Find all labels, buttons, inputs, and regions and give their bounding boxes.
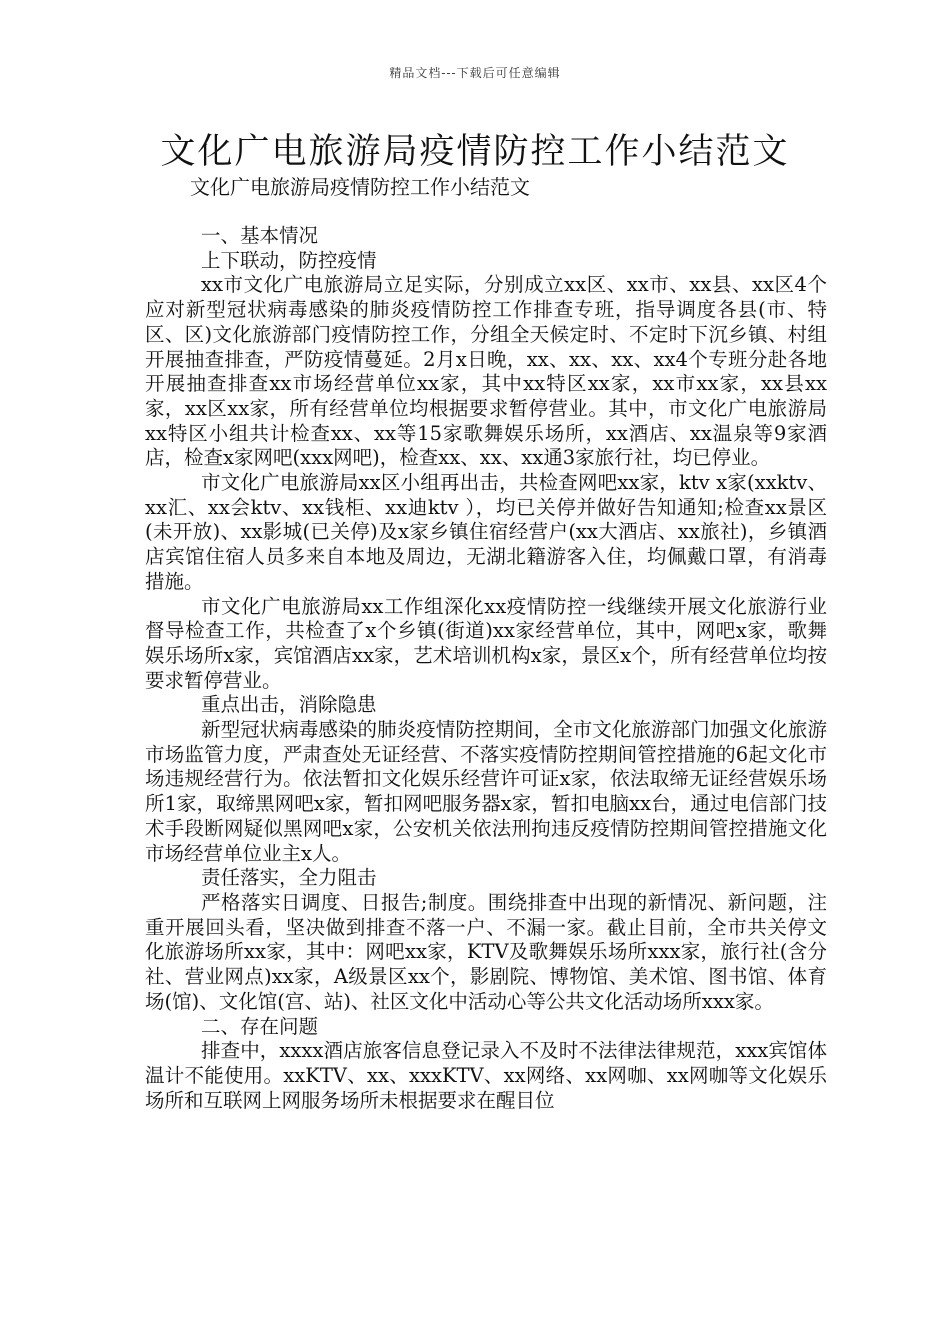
document-title: 文化广电旅游局疫情防控工作小结范文 — [160, 132, 790, 172]
section-heading-problems: 二、存在问题 — [201, 1014, 319, 1038]
document-subtitle: 文化广电旅游局疫情防控工作小结范文 — [190, 175, 530, 199]
paragraph: 新型冠状病毒感染的肺炎疫情防控期间，全市文化旅游部门加强文化旅游市场监管力度，严肃查处无证经营、不落实疫情防控期间管控措施的6起文化市场违规经营行为。依法暂扣文化娱乐经营许可证x家，依法取缔无证经营娱乐场所1家，取缔黑网吧x家，暂扣网吧服务器x家，暂扣电脑xx台，通过电信部门技术手段断网疑似黑网吧x家，公安机关依法刑拘违反疫情防控期间管控措施文化市场经营单位业主x人。 — [145, 718, 827, 865]
subsection-heading: 上下联动，防控疫情 — [201, 248, 377, 272]
paragraph: 市文化广电旅游局xx区小组再出击，共检查网吧xx家，ktv x家(xxktv、xx汇、xx会ktv、xx钱柜、xx迪ktv ），均已关停并做好告知通知;检查xx景区(未开放)、xx影城(已关停)及x家乡镇住宿经营户(xx大酒店、xx旅社)，乡镇酒店宾馆住宿人员多来自本地及周边，无湖北籍游客入住，均佩戴口罩，有消毒措施。 — [145, 471, 827, 593]
paragraph: 市文化广电旅游局xx工作组深化xx疫情防控一线继续开展文化旅游行业督导检查工作，共检查了x个乡镇(街道)xx家经营单位，其中，网吧x家，歌舞娱乐场所x家，宾馆酒店xx家，艺术培训机构x家，景区x个，所有经营单位均按要求暂停营业。 — [145, 594, 827, 692]
header-note: 精品文档---下载后可任意编辑 — [389, 66, 561, 80]
section-heading-basic: 一、基本情况 — [201, 224, 319, 247]
document-body — [145, 224, 827, 1113]
paragraph: 严格落实日调度、日报告;制度。围绕排查中出现的新情况、新问题，注重开展回头看，坚决做到排查不落一户、不漏一家。截止目前，全市共关停文化旅游场所xx家，其中：网吧xx家，KTV及歌舞娱乐场所xxx家，旅行社(含分社、营业网点)xx家，A级景区xx个，影剧院、博物馆、美术馆、图书馆、体育场(馆)、文化馆(宫、站)、社区文化中活动心等公共文化活动场所xxx家。 — [145, 890, 827, 1013]
subsection-heading: 责任落实，全力阻击 — [201, 866, 377, 890]
paragraph: xx市文化广电旅游局立足实际，分别成立xx区、xx市、xx县、xx区4个应对新型冠状病毒感染的肺炎疫情防控工作排查专班，指导调度各县(市、特区、区)文化旅游部门疫情防控工作，分组全天候定时、不定时下沉乡镇、村组开展抽查排查，严防疫情蔓延。2月x日晚，xx、xx、xx、xx4个专班分赴各地开展抽查排查xx市场经营单位xx家，其中xx特区xx家，xx市xx家，xx县xx家，xx区xx家，所有经营单位均根据要求暂停营业。其中，市文化广电旅游局xx特区小组共计检查xx、xx等15家歌舞娱乐场所，xx酒店、xx温泉等9家酒店，检查x家网吧(xxx网吧)，检查xx、xx、xx通3家旅行社，均已停业。 — [145, 273, 827, 470]
subsection-heading: 重点出击，消除隐患 — [201, 693, 377, 717]
paragraph: 排查中，xxxx酒店旅客信息登记录入不及时不法律法律规范，xxx宾馆体温计不能使用。xxKTV、xx、xxxKTV、xx网络、xx网咖、xx网咖等文化娱乐场所和互联网上网服务场所未根据要求在醒目位 — [145, 1039, 827, 1112]
